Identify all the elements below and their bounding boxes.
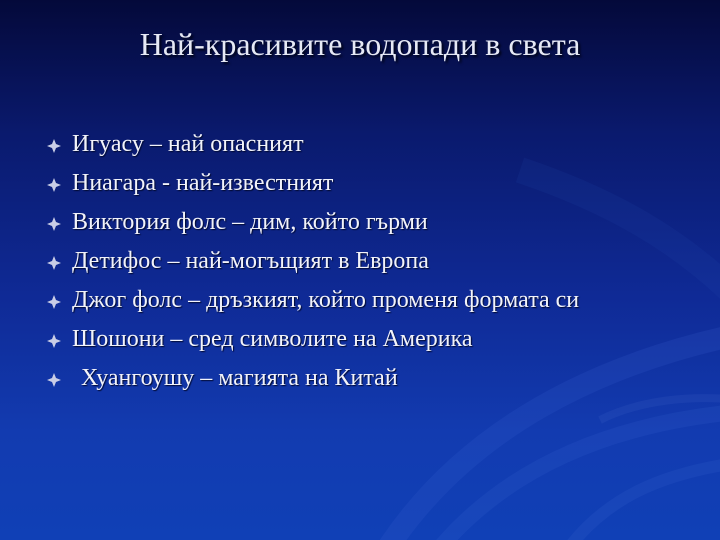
bullet-text: Детифос – най-могъщият в Европа (72, 248, 429, 274)
list-item (46, 325, 686, 354)
diamond-bullet-icon (46, 177, 62, 193)
bullet-text: Шошони – сред символите на Америка (72, 326, 473, 352)
bullet-list (46, 130, 686, 403)
list-item (46, 130, 686, 159)
bullet-text: Виктория фолс – дим, който гърми (72, 209, 428, 235)
list-item (46, 286, 686, 315)
list-item (46, 208, 686, 237)
list-item (46, 169, 686, 198)
diamond-bullet-icon (46, 372, 62, 388)
diamond-bullet-icon (46, 138, 62, 154)
diamond-bullet-icon (46, 255, 62, 271)
list-item (46, 364, 686, 393)
bullet-text: Игуасу – най опасният (72, 131, 304, 157)
diamond-bullet-icon (46, 216, 62, 232)
bullet-text: Ниагара - най-известният (72, 170, 334, 196)
diamond-bullet-icon (46, 294, 62, 310)
bullet-text: Джог фолс – дръзкият, който променя формата си (72, 287, 580, 313)
list-item (46, 247, 686, 276)
bullet-text: Хуангоушу – магията на Китай (81, 365, 398, 391)
diamond-bullet-icon (46, 333, 62, 349)
slide-title: Най-красивите водопади в света (139, 26, 581, 62)
